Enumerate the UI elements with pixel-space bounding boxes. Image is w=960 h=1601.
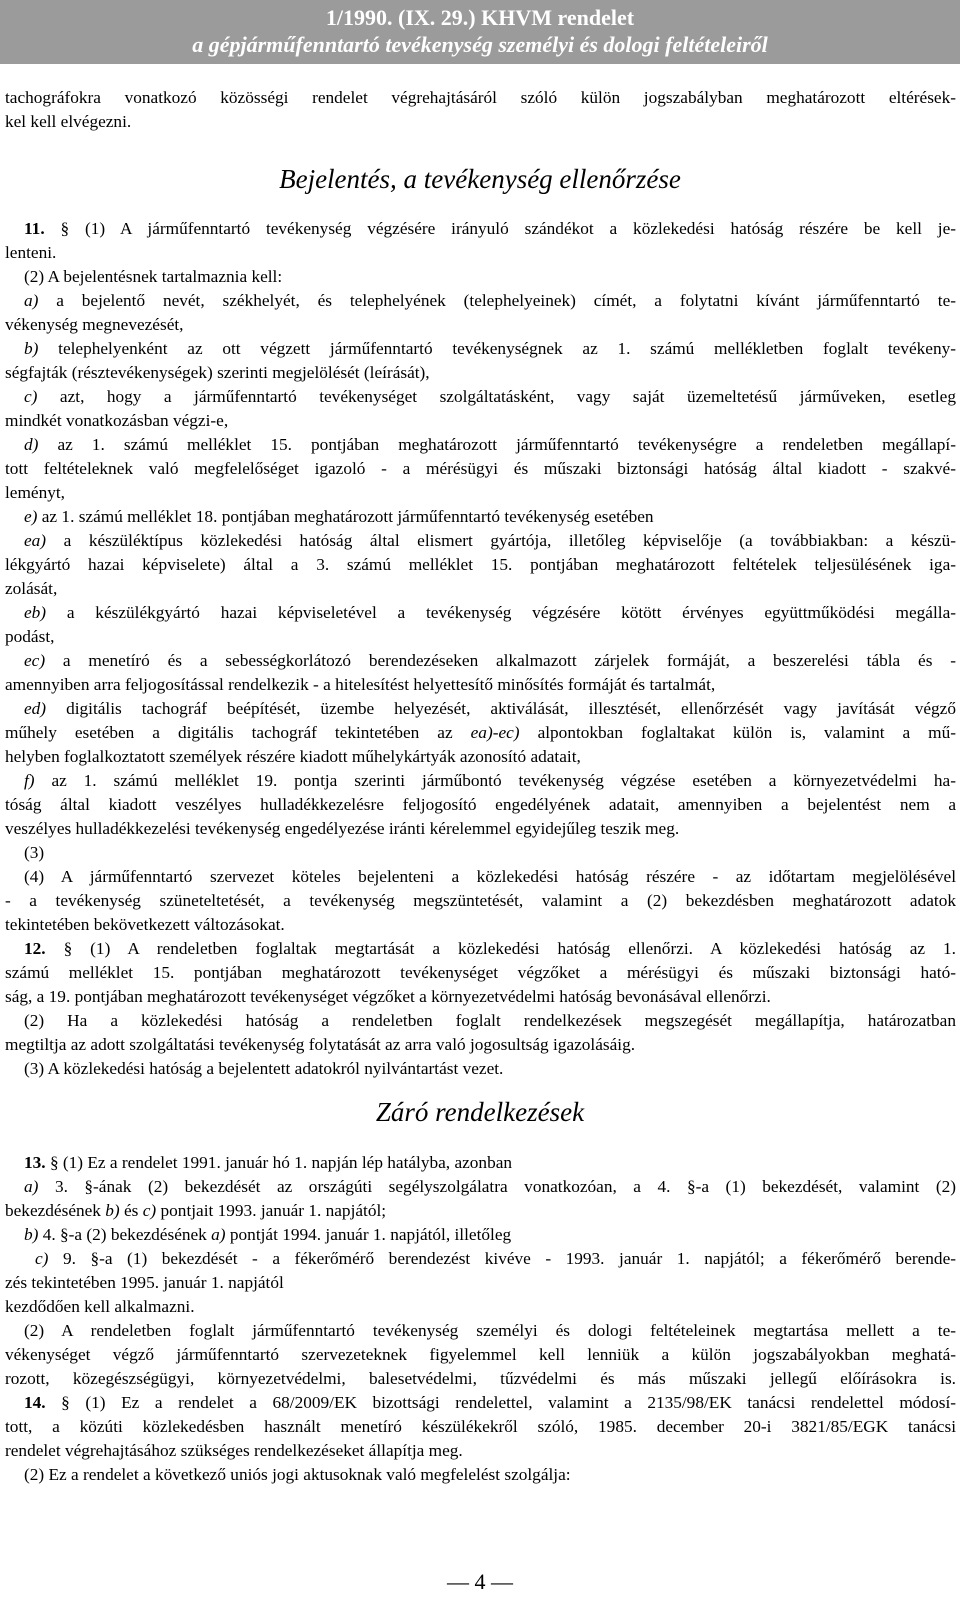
text-line: bekezdésének b) és c) pontjait 1993. január 1. napjától; — [5, 1201, 387, 1220]
text-line: kel kell elvégezni. — [5, 112, 132, 131]
section-heading: Bejelentés, a tevékenység ellenőrzése — [279, 164, 681, 194]
text-line: - a tevékenység szüneteltetését, a tevékenység megszüntetését, valamint a (2) bekezdésben meghatározott adatok — [5, 891, 956, 910]
text-line: c) azt, hogy a járműfenntartó tevékenységet szolgáltatásként, vagy saját üzemeltetésű járműveken, esetleg — [24, 387, 956, 406]
text-line: leményt, — [5, 483, 65, 502]
text-line: tóság által kiadott veszélyes hulladékkezelésre feljogosító engedélyének adatait, amennyiben a bejelentést nem a — [5, 795, 956, 814]
document-header — [0, 0, 960, 64]
text-line: b) telephelyenként az ott végzett járműfenntartó tevékenységnek az 1. számú mellékletben foglalt tevékeny- — [24, 339, 956, 358]
text-line: ed) digitális tachográf beépítését, üzembe helyezését, aktiválását, illesztését, ellenőrzését vagy javítását végző — [24, 699, 956, 718]
header-title: 1/1990. (IX. 29.) KHVM rendelet — [325, 5, 635, 30]
text-line: vékenység megnevezését, — [5, 315, 184, 334]
text-line: kezdődően kell alkalmazni. — [5, 1297, 195, 1316]
text-line: zés tekintetében 1995. január 1. napjától — [5, 1273, 284, 1292]
page-number: — 4 — — [447, 1569, 513, 1594]
text-line: megtiltja az adott szolgáltatási tevékenység folytatását az arra való jogosultság igazolásáig. — [5, 1035, 636, 1054]
text-line: podást, — [5, 627, 55, 646]
text-line: lékgyártó hazai képviselete) által a 3. számú melléklet 15. pontjában meghatározott feltételek teljesülésének iga- — [5, 555, 956, 574]
text-line: (3) A közlekedési hatóság a bejelentett adatokról nyilvántartást vezet. — [24, 1059, 504, 1078]
text-line: 14. § (1) Ez a rendelet a 68/2009/EK bizottsági rendelettel, valamint a 2135/98/EK tanácsi rendelettel módosí- — [24, 1393, 956, 1412]
text-line: tott feltételeknek való megfelelőséget igazoló - a mérésügyi és műszaki biztonsági hatóság által kiadott - szakvé- — [5, 459, 956, 478]
text-line: veszélyes hulladékkezelési tevékenység engedélyezése iránti kérelemmel egyidejűleg teszik meg. — [5, 819, 680, 838]
text-line: d) az 1. számú melléklet 15. pontjában meghatározott járműfenntartó tevékenységre a rendeletben megállapí- — [24, 435, 956, 454]
text-line: e) az 1. számú melléklet 18. pontjában meghatározott járműfenntartó tevékenység esetében — [24, 507, 654, 526]
text-line: (4) A járműfenntartó szervezet köteles bejelenteni a közlekedési hatóság részére - az időtartam megjelölésével — [24, 867, 956, 886]
text-line: lenteni. — [5, 243, 57, 262]
text-line: a) a bejelentő nevét, székhelyét, és telephelyének (telephelyeinek) címét, a folytatni kívánt járműfenntartó te- — [24, 291, 956, 310]
header-subtitle: a gépjárműfenntartó tevékenység személyi és dologi feltételeiről — [192, 32, 768, 57]
text-line: helyben foglalkoztatott személyek részére kiadott műhelykártyák azonosító adatait, — [5, 747, 581, 766]
text-line: ec) a menetíró és a sebességkorlátozó berendezéseken alkalmazott zárjelek formáját, a beszerelési tábla és - — [24, 651, 956, 670]
text-line: ea) a készüléktípus közlekedési hatóság által elismert gyártója, illetőleg képviselője (a továbbiakban: a készü- — [24, 531, 956, 550]
text-line: tott, a közúti közlekedésben használt menetíró készülékekről szóló, 1985. december 20-i 3821/85/EGK tanácsi — [5, 1417, 956, 1436]
text-line: eb) a készülékgyártó hazai képviseletével a tevékenység végzésére kötött érvényes együttműködési megálla- — [24, 603, 956, 622]
text-line: (2) A rendeletben foglalt járműfenntartó tevékenység személyi és dologi feltételeinek megtartása mellett a te- — [24, 1321, 956, 1340]
text-line: rendelet végrehajtásához szükséges rendelkezéseket állapítja meg. — [5, 1441, 463, 1460]
text-line: (2) Ez a rendelet a következő uniós jogi aktusoknak való megfelelést szolgálja: — [24, 1465, 571, 1484]
text-line: rozott, közegészségügyi, környezetvédelmi, balesetvédelmi, tűzvédelmi és más műszaki jellegű előírásokra is. — [5, 1369, 956, 1388]
text-line: f) az 1. számú melléklet 19. pontja szerinti járműbontó tevékenység végzése esetében a környezetvédelmi ha- — [24, 771, 956, 790]
text-line: b) 4. §-a (2) bekezdésének a) pontját 1994. január 1. napjától, illetőleg — [24, 1225, 512, 1244]
text-line: tekintetében bekövetkezett változásokat. — [5, 915, 285, 934]
text-line: tachográfokra vonatkozó közösségi rendelet végrehajtásáról szóló külön jogszabályban meghatározott eltérések- — [5, 88, 956, 107]
text-line: 12. § (1) A rendeletben foglaltak megtartását a közlekedési hatóság ellenőrzi. A közlekedési hatóság az 1. — [24, 939, 956, 958]
text-line: zolását, — [5, 579, 58, 598]
text-line: ségfajták (résztevékenységek) szerinti megjelölését (leírását), — [5, 363, 430, 382]
text-line: 11. § (1) A járműfenntartó tevékenység végzésére irányuló szándékot a közlekedési hatóság részére be kell je- — [24, 219, 956, 238]
text-line: számú melléklet 15. pontjában meghatározott tevékenységet végzőket a mérésügyi és műszaki biztonsági ható- — [5, 963, 956, 982]
text-line: mindkét vonatkozásban végzi-e, — [5, 411, 229, 430]
text-line: (2) A bejelentésnek tartalmaznia kell: — [24, 267, 283, 286]
text-line: 13. § (1) Ez a rendelet 1991. január hó 1. napján lép hatályba, azonban — [24, 1153, 513, 1172]
text-line: (3) — [24, 843, 45, 862]
text-line: ság, a 19. pontjában meghatározott tevékenységet végzőket a környezetvédelmi hatóság bevonásával ellenőrzi. — [5, 987, 771, 1006]
text-line: a) 3. §-ának (2) bekezdését az országúti segélyszolgálatra vonatkozóan, a 4. §-a (1) bekezdését, valamint (2) — [24, 1177, 956, 1196]
text-line: (2) Ha a közlekedési hatóság a rendeletben foglalt rendelkezések megszegését megállapítja, határozatban — [24, 1011, 956, 1030]
text-line: c) 9. §-a (1) bekezdését - a fékerőmérő berendezést kivéve - 1993. január 1. napjától; a fékerőmérő berende- — [35, 1249, 956, 1268]
text-line: vékenységet végző járműfenntartó szervezeteknek figyelemmel kell lenniük a külön jogszabályokban meghatá- — [5, 1345, 956, 1364]
section-heading: Záró rendelkezések — [375, 1097, 585, 1127]
text-line: műhely esetében a digitális tachográf tekintetében az ea)-ec) alpontokban foglaltakat külön is, valamint a mű- — [5, 723, 956, 742]
text-line: amennyiben arra feljogosítással rendelkezik - a hitelesítést helyettesítő minősítés formáját és tartalmát, — [5, 675, 716, 694]
